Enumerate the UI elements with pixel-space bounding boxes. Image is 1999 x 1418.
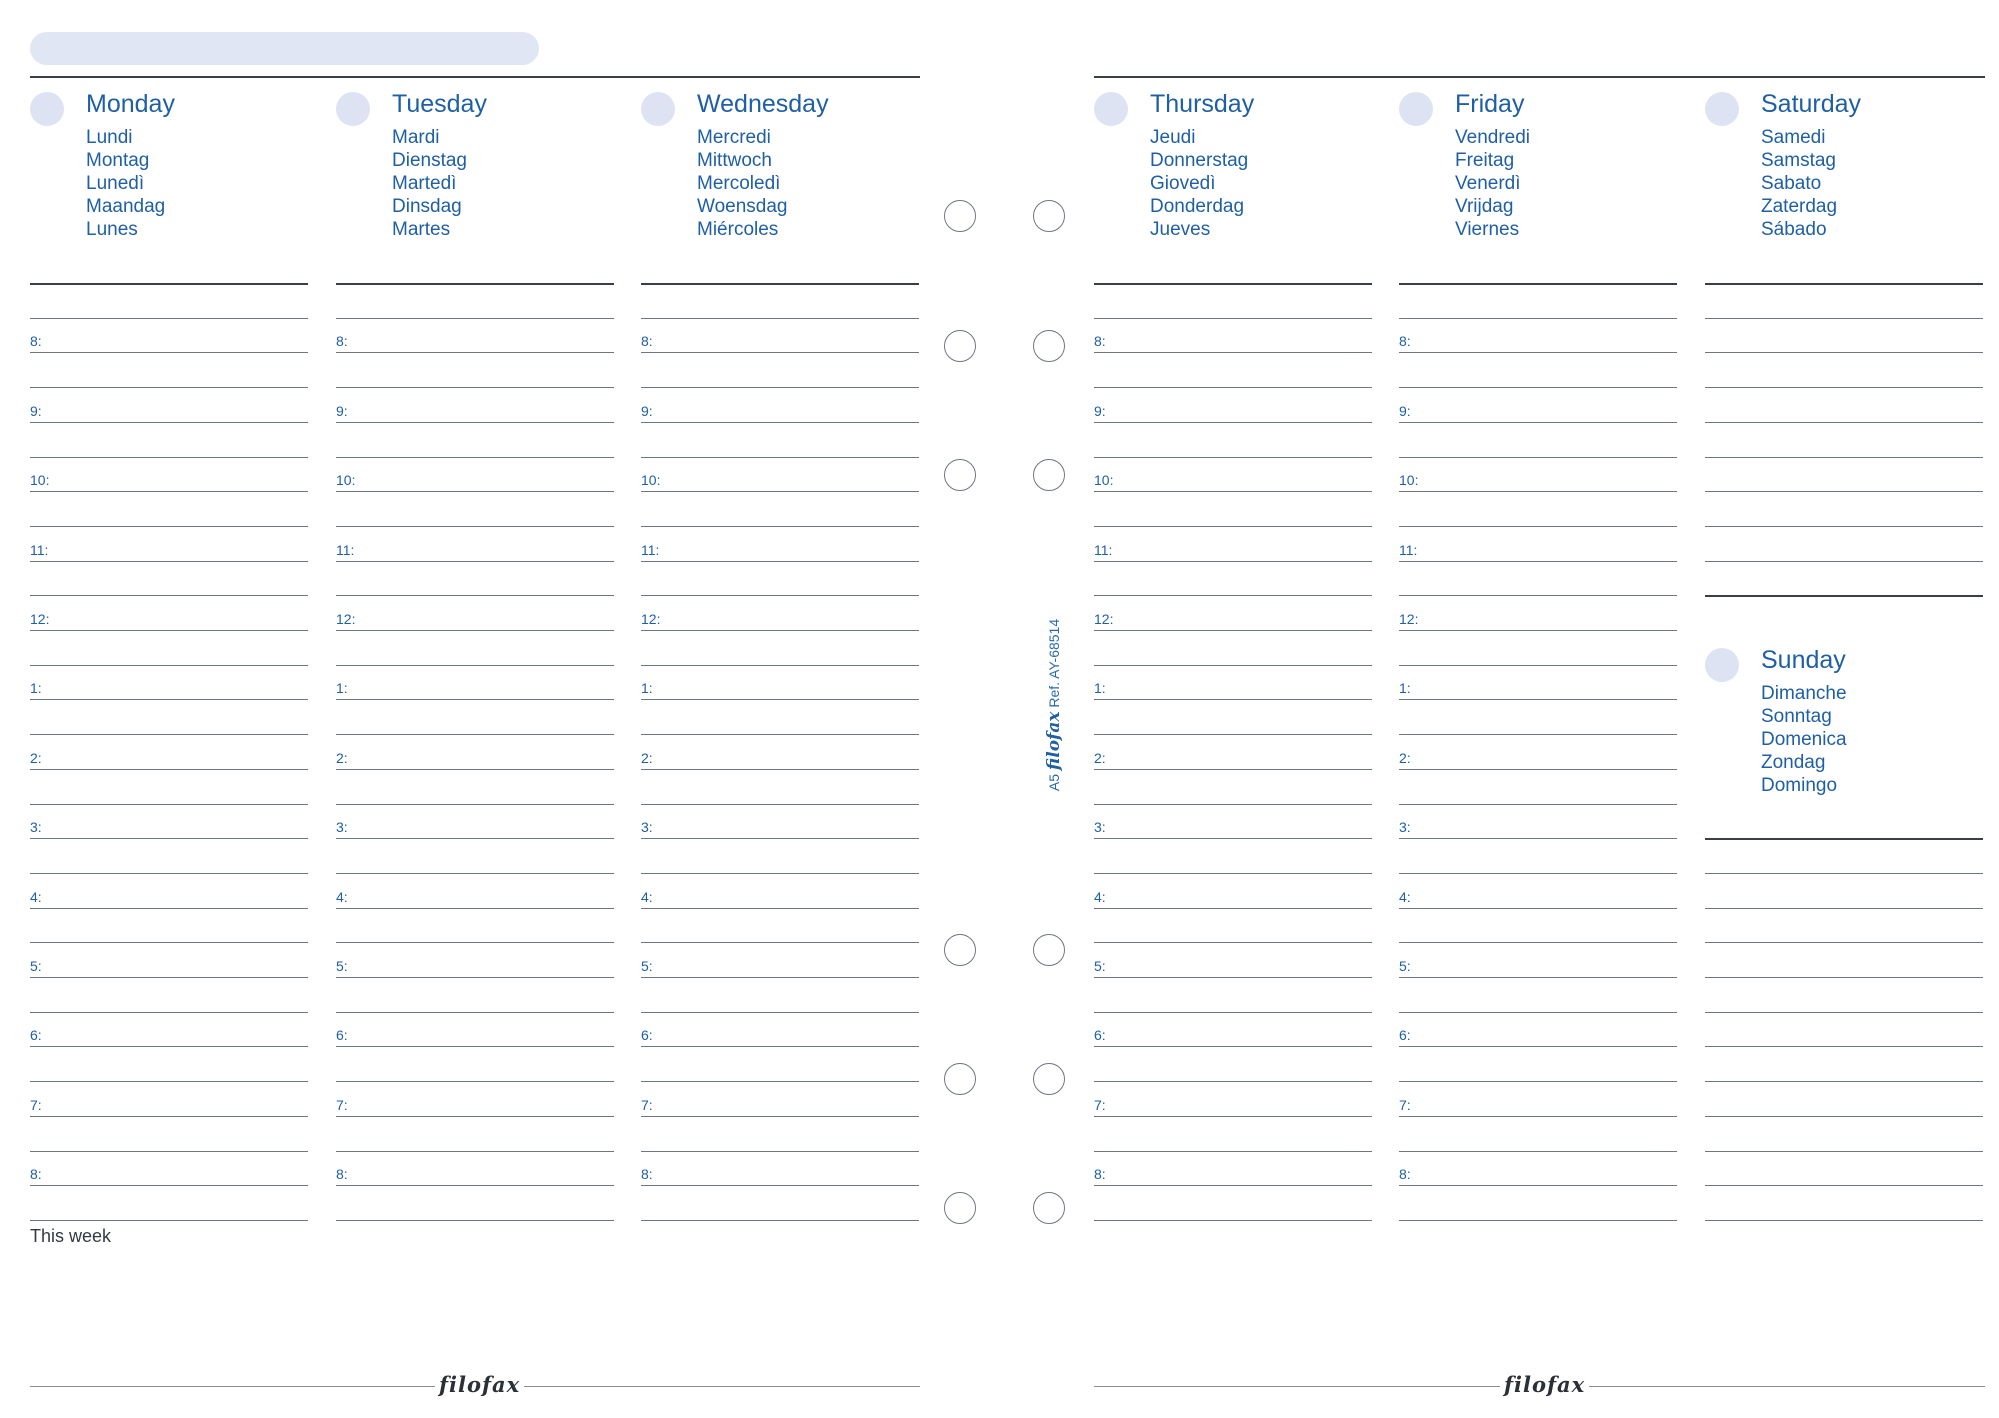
writing-line[interactable] <box>641 1046 919 1047</box>
day-translation: Vrijdag <box>1455 196 1514 217</box>
writing-line[interactable] <box>1094 561 1372 562</box>
writing-line[interactable] <box>1094 595 1372 596</box>
day-translation: Miércoles <box>697 219 779 240</box>
writing-line[interactable] <box>1094 352 1372 353</box>
writing-line[interactable] <box>30 734 308 735</box>
writing-line[interactable] <box>336 1046 614 1047</box>
writing-line[interactable] <box>1094 977 1372 978</box>
hour-label: 8: <box>1399 333 1411 349</box>
week-date-pill <box>30 32 539 65</box>
writing-line[interactable] <box>1094 1220 1372 1221</box>
writing-line[interactable] <box>1705 457 1983 458</box>
day-name-tuesday: Tuesday <box>392 90 487 118</box>
writing-line[interactable] <box>1399 387 1677 388</box>
writing-line[interactable] <box>641 734 919 735</box>
day-name-wednesday: Wednesday <box>697 90 829 118</box>
day-translation: Zondag <box>1761 752 1826 773</box>
writing-line[interactable] <box>336 734 614 735</box>
hour-label: 8: <box>641 333 653 349</box>
day-translation: Maandag <box>86 196 166 217</box>
writing-line[interactable] <box>336 1081 614 1082</box>
writing-line[interactable] <box>336 283 614 285</box>
hour-label: 10: <box>30 472 50 488</box>
hour-label: 6: <box>641 1027 653 1043</box>
writing-line[interactable] <box>336 1116 614 1117</box>
writing-line[interactable] <box>30 352 308 353</box>
writing-line[interactable] <box>1399 630 1677 631</box>
writing-line[interactable] <box>1094 630 1372 631</box>
hour-label: 11: <box>1399 542 1418 558</box>
binder-hole <box>944 934 976 966</box>
hour-label: 11: <box>641 542 660 558</box>
writing-line[interactable] <box>1705 352 1983 353</box>
writing-line[interactable] <box>1094 491 1372 492</box>
writing-line[interactable] <box>641 491 919 492</box>
hour-label: 6: <box>30 1027 42 1043</box>
hour-label: 11: <box>336 542 355 558</box>
writing-line[interactable] <box>1705 318 1983 319</box>
writing-line[interactable] <box>336 526 614 527</box>
writing-line[interactable] <box>1705 1185 1983 1186</box>
day-circle-icon <box>30 92 64 126</box>
writing-line[interactable] <box>30 769 308 770</box>
hour-label: 8: <box>1094 333 1106 349</box>
writing-line[interactable] <box>1399 595 1677 596</box>
day-translation: Mercoledì <box>697 173 781 194</box>
writing-line[interactable] <box>336 769 614 770</box>
writing-line[interactable] <box>336 595 614 596</box>
writing-line[interactable] <box>1705 595 1983 597</box>
writing-line[interactable] <box>1094 1046 1372 1047</box>
day-translation: Giovedì <box>1150 173 1216 194</box>
writing-line[interactable] <box>30 908 308 909</box>
writing-line[interactable] <box>641 422 919 423</box>
day-translation: Freitag <box>1455 150 1515 171</box>
writing-line[interactable] <box>336 1185 614 1186</box>
binder-hole <box>1033 330 1065 362</box>
binder-hole <box>944 459 976 491</box>
left-top-rule <box>30 76 920 78</box>
hour-label: 12: <box>30 611 50 627</box>
writing-line[interactable] <box>1094 283 1372 285</box>
writing-line[interactable] <box>1094 1185 1372 1186</box>
day-circle-icon <box>1705 92 1739 126</box>
hour-label: 4: <box>336 889 348 905</box>
writing-line[interactable] <box>1094 1012 1372 1013</box>
day-name-sunday: Sunday <box>1761 646 1846 674</box>
hour-label: 6: <box>1399 1027 1411 1043</box>
writing-line[interactable] <box>30 977 308 978</box>
writing-line[interactable] <box>1399 1116 1677 1117</box>
day-translation: Domingo <box>1761 775 1838 796</box>
writing-line[interactable] <box>1705 1012 1983 1013</box>
writing-line[interactable] <box>1094 1116 1372 1117</box>
writing-line[interactable] <box>1094 422 1372 423</box>
hour-label: 10: <box>1094 472 1114 488</box>
writing-line[interactable] <box>1705 1081 1983 1082</box>
writing-line[interactable] <box>641 526 919 527</box>
writing-line[interactable] <box>1399 1220 1677 1221</box>
hour-label: 1: <box>30 680 42 696</box>
day-name-monday: Monday <box>86 90 175 118</box>
hour-label: 9: <box>1399 403 1411 419</box>
writing-line[interactable] <box>641 665 919 666</box>
writing-line[interactable] <box>1705 526 1983 527</box>
hour-label: 7: <box>30 1097 42 1113</box>
day-translation: Zaterdag <box>1761 196 1838 217</box>
writing-line[interactable] <box>1399 1185 1677 1186</box>
writing-line[interactable] <box>30 1116 308 1117</box>
day-translation: Sabato <box>1761 173 1822 194</box>
writing-line[interactable] <box>1399 352 1677 353</box>
writing-line[interactable] <box>30 491 308 492</box>
writing-line[interactable] <box>641 1116 919 1117</box>
binder-hole <box>1033 1192 1065 1224</box>
hour-label: 9: <box>30 403 42 419</box>
hour-label: 4: <box>1094 889 1106 905</box>
writing-line[interactable] <box>30 1012 308 1013</box>
day-circle-icon <box>1094 92 1128 126</box>
writing-line[interactable] <box>30 1185 308 1186</box>
writing-line[interactable] <box>1399 665 1677 666</box>
hour-label: 9: <box>1094 403 1106 419</box>
writing-line[interactable] <box>641 283 919 285</box>
day-translation: Viernes <box>1455 219 1520 240</box>
binder-hole <box>944 1192 976 1224</box>
hour-label: 1: <box>336 680 348 696</box>
writing-line[interactable] <box>1705 873 1983 874</box>
filofax-logo-right: filofax <box>1500 1372 1589 1397</box>
writing-line[interactable] <box>1094 665 1372 666</box>
writing-line[interactable] <box>1399 769 1677 770</box>
spine-size: A5 <box>1046 774 1062 792</box>
writing-line[interactable] <box>30 699 308 700</box>
writing-line[interactable] <box>336 977 614 978</box>
day-translation: Sonntag <box>1761 706 1832 727</box>
writing-line[interactable] <box>641 804 919 805</box>
day-translation: Martes <box>392 219 451 240</box>
writing-line[interactable] <box>1094 838 1372 839</box>
binder-hole <box>1033 459 1065 491</box>
writing-line[interactable] <box>30 942 308 943</box>
writing-line[interactable] <box>1094 804 1372 805</box>
writing-line[interactable] <box>30 457 308 458</box>
hour-label: 10: <box>641 472 661 488</box>
writing-line[interactable] <box>1399 283 1677 285</box>
writing-line[interactable] <box>30 1151 308 1152</box>
day-translation: Dimanche <box>1761 683 1847 704</box>
day-translation: Mardi <box>392 127 440 148</box>
hour-label: 5: <box>336 958 348 974</box>
writing-line[interactable] <box>336 804 614 805</box>
binder-hole <box>944 200 976 232</box>
hour-label: 7: <box>1094 1097 1106 1113</box>
writing-line[interactable] <box>1399 457 1677 458</box>
writing-line[interactable] <box>30 630 308 631</box>
writing-line[interactable] <box>336 873 614 874</box>
writing-line[interactable] <box>1399 491 1677 492</box>
writing-line[interactable] <box>336 838 614 839</box>
day-circle-icon <box>641 92 675 126</box>
writing-line[interactable] <box>1094 734 1372 735</box>
hour-label: 2: <box>1399 750 1411 766</box>
day-translation: Lundi <box>86 127 133 148</box>
writing-line[interactable] <box>30 387 308 388</box>
day-translation: Donderdag <box>1150 196 1245 217</box>
hour-label: 3: <box>1094 819 1106 835</box>
hour-label: 8: <box>30 1166 42 1182</box>
hour-label: 2: <box>641 750 653 766</box>
hour-label: 12: <box>641 611 661 627</box>
writing-line[interactable] <box>336 1220 614 1221</box>
day-circle-icon <box>336 92 370 126</box>
writing-line[interactable] <box>30 665 308 666</box>
writing-line[interactable] <box>30 804 308 805</box>
writing-line[interactable] <box>1399 977 1677 978</box>
day-translation: Dienstag <box>392 150 467 171</box>
hour-label: 3: <box>1399 819 1411 835</box>
spine-reference <box>1044 619 1064 791</box>
writing-line[interactable] <box>641 1220 919 1221</box>
writing-line[interactable] <box>336 942 614 943</box>
writing-line[interactable] <box>641 1081 919 1082</box>
writing-line[interactable] <box>30 595 308 596</box>
hour-label: 8: <box>336 333 348 349</box>
writing-line[interactable] <box>1705 908 1983 909</box>
writing-line[interactable] <box>1705 942 1983 943</box>
writing-line[interactable] <box>30 561 308 562</box>
day-translation: Lunes <box>86 219 138 240</box>
writing-line[interactable] <box>1705 387 1983 388</box>
hour-label: 9: <box>641 403 653 419</box>
hour-label: 1: <box>1094 680 1106 696</box>
binder-hole <box>1033 1063 1065 1095</box>
writing-line[interactable] <box>1705 491 1983 492</box>
day-translation: Dinsdag <box>392 196 462 217</box>
day-translation: Vendredi <box>1455 127 1531 148</box>
writing-line[interactable] <box>641 769 919 770</box>
hour-label: 12: <box>1094 611 1114 627</box>
this-week-label: This week <box>30 1226 112 1246</box>
writing-line[interactable] <box>641 352 919 353</box>
writing-line[interactable] <box>1094 318 1372 319</box>
hour-label: 9: <box>336 403 348 419</box>
day-translation: Domenica <box>1761 729 1847 750</box>
writing-line[interactable] <box>336 318 614 319</box>
binder-hole <box>944 1063 976 1095</box>
writing-line[interactable] <box>336 1012 614 1013</box>
day-translation: Samstag <box>1761 150 1836 171</box>
writing-line[interactable] <box>1399 1081 1677 1082</box>
writing-line[interactable] <box>1705 1116 1983 1117</box>
hour-label: 3: <box>336 819 348 835</box>
binder-hole <box>1033 934 1065 966</box>
writing-line[interactable] <box>1094 769 1372 770</box>
hour-label: 8: <box>1399 1166 1411 1182</box>
hour-label: 11: <box>30 542 49 558</box>
writing-line[interactable] <box>1705 1220 1983 1221</box>
writing-line[interactable] <box>336 422 614 423</box>
writing-line[interactable] <box>1399 699 1677 700</box>
writing-line[interactable] <box>30 1220 308 1221</box>
hour-label: 2: <box>30 750 42 766</box>
day-translation: Samedi <box>1761 127 1826 148</box>
right-top-rule <box>1094 76 1985 78</box>
hour-label: 3: <box>641 819 653 835</box>
hour-label: 1: <box>1399 680 1411 696</box>
hour-label: 6: <box>336 1027 348 1043</box>
writing-line[interactable] <box>336 665 614 666</box>
writing-line[interactable] <box>336 699 614 700</box>
writing-line[interactable] <box>336 1151 614 1152</box>
writing-line[interactable] <box>1094 1151 1372 1152</box>
filofax-logo-left: filofax <box>435 1372 524 1397</box>
writing-line[interactable] <box>336 387 614 388</box>
writing-line[interactable] <box>1705 1046 1983 1047</box>
hour-label: 4: <box>30 889 42 905</box>
writing-line[interactable] <box>1094 1081 1372 1082</box>
writing-line[interactable] <box>1399 561 1677 562</box>
writing-line[interactable] <box>1399 422 1677 423</box>
writing-line[interactable] <box>30 1046 308 1047</box>
day-translation: Woensdag <box>697 196 788 217</box>
writing-line[interactable] <box>336 352 614 353</box>
day-translation: Venerdì <box>1455 173 1521 194</box>
writing-line[interactable] <box>30 526 308 527</box>
hour-label: 3: <box>30 819 42 835</box>
writing-line[interactable] <box>1399 908 1677 909</box>
writing-line[interactable] <box>336 630 614 631</box>
hour-label: 5: <box>30 958 42 974</box>
writing-line[interactable] <box>1094 526 1372 527</box>
day-translation: Jueves <box>1150 219 1211 240</box>
binder-hole <box>1033 200 1065 232</box>
hour-label: 2: <box>1094 750 1106 766</box>
day-translation: Mercredi <box>697 127 771 148</box>
hour-label: 6: <box>1094 1027 1106 1043</box>
writing-line[interactable] <box>30 1081 308 1082</box>
day-translation: Montag <box>86 150 150 171</box>
hour-label: 7: <box>336 1097 348 1113</box>
writing-line[interactable] <box>1705 838 1983 840</box>
writing-line[interactable] <box>1705 561 1983 562</box>
hour-label: 2: <box>336 750 348 766</box>
day-name-friday: Friday <box>1455 90 1525 118</box>
writing-line[interactable] <box>641 457 919 458</box>
writing-line[interactable] <box>1705 422 1983 423</box>
writing-line[interactable] <box>30 838 308 839</box>
writing-line[interactable] <box>641 1185 919 1186</box>
writing-line[interactable] <box>641 699 919 700</box>
writing-line[interactable] <box>641 595 919 596</box>
day-translation: Donnerstag <box>1150 150 1249 171</box>
writing-line[interactable] <box>1094 387 1372 388</box>
day-name-saturday: Saturday <box>1761 90 1862 118</box>
writing-line[interactable] <box>1399 1046 1677 1047</box>
day-circle-icon <box>1399 92 1433 126</box>
writing-line[interactable] <box>641 838 919 839</box>
writing-line[interactable] <box>1094 699 1372 700</box>
writing-line[interactable] <box>641 1151 919 1152</box>
writing-line[interactable] <box>30 873 308 874</box>
writing-line[interactable] <box>641 1012 919 1013</box>
writing-line[interactable] <box>30 422 308 423</box>
hour-label: 8: <box>641 1166 653 1182</box>
writing-line[interactable] <box>1399 942 1677 943</box>
day-name-thursday: Thursday <box>1150 90 1255 118</box>
hour-label: 7: <box>1399 1097 1411 1113</box>
writing-line[interactable] <box>336 491 614 492</box>
day-translation: Jeudi <box>1150 127 1196 148</box>
writing-line[interactable] <box>1705 1151 1983 1152</box>
writing-line[interactable] <box>1705 283 1983 285</box>
day-translation: Lunedì <box>86 173 145 194</box>
hour-label: 5: <box>641 958 653 974</box>
writing-line[interactable] <box>1094 873 1372 874</box>
hour-label: 12: <box>336 611 356 627</box>
writing-line[interactable] <box>1399 1151 1677 1152</box>
day-translation: Mittwoch <box>697 150 772 171</box>
hour-label: 8: <box>336 1166 348 1182</box>
writing-line[interactable] <box>641 942 919 943</box>
writing-line[interactable] <box>1399 804 1677 805</box>
writing-line[interactable] <box>641 977 919 978</box>
hour-label: 4: <box>1399 889 1411 905</box>
writing-line[interactable] <box>1094 457 1372 458</box>
hour-label: 4: <box>641 889 653 905</box>
writing-line[interactable] <box>1399 318 1677 319</box>
writing-line[interactable] <box>1399 526 1677 527</box>
binder-hole <box>944 330 976 362</box>
hour-label: 7: <box>641 1097 653 1113</box>
writing-line[interactable] <box>336 561 614 562</box>
writing-line[interactable] <box>1094 942 1372 943</box>
hour-label: 12: <box>1399 611 1419 627</box>
writing-line[interactable] <box>641 387 919 388</box>
hour-label: 10: <box>1399 472 1419 488</box>
writing-line[interactable] <box>336 908 614 909</box>
hour-label: 11: <box>1094 542 1113 558</box>
hour-label: 5: <box>1399 958 1411 974</box>
writing-line[interactable] <box>641 873 919 874</box>
spine-ref: Ref. AY-68514 <box>1046 618 1062 708</box>
writing-line[interactable] <box>641 630 919 631</box>
writing-line[interactable] <box>30 318 308 319</box>
spine-brand: filofax <box>1044 711 1064 771</box>
writing-line[interactable] <box>641 318 919 319</box>
hour-label: 5: <box>1094 958 1106 974</box>
hour-label: 1: <box>641 680 653 696</box>
hour-label: 10: <box>336 472 356 488</box>
day-circle-icon <box>1705 648 1739 682</box>
day-translation: Sábado <box>1761 219 1827 240</box>
writing-line[interactable] <box>1094 908 1372 909</box>
writing-line[interactable] <box>641 908 919 909</box>
hour-label: 8: <box>1094 1166 1106 1182</box>
writing-line[interactable] <box>1399 1012 1677 1013</box>
hour-label: 8: <box>30 333 42 349</box>
writing-line[interactable] <box>641 561 919 562</box>
writing-line[interactable] <box>1399 838 1677 839</box>
writing-line[interactable] <box>1705 977 1983 978</box>
writing-line[interactable] <box>1399 734 1677 735</box>
writing-line[interactable] <box>336 457 614 458</box>
writing-line[interactable] <box>1399 873 1677 874</box>
writing-line[interactable] <box>30 283 308 285</box>
day-translation: Martedì <box>392 173 457 194</box>
